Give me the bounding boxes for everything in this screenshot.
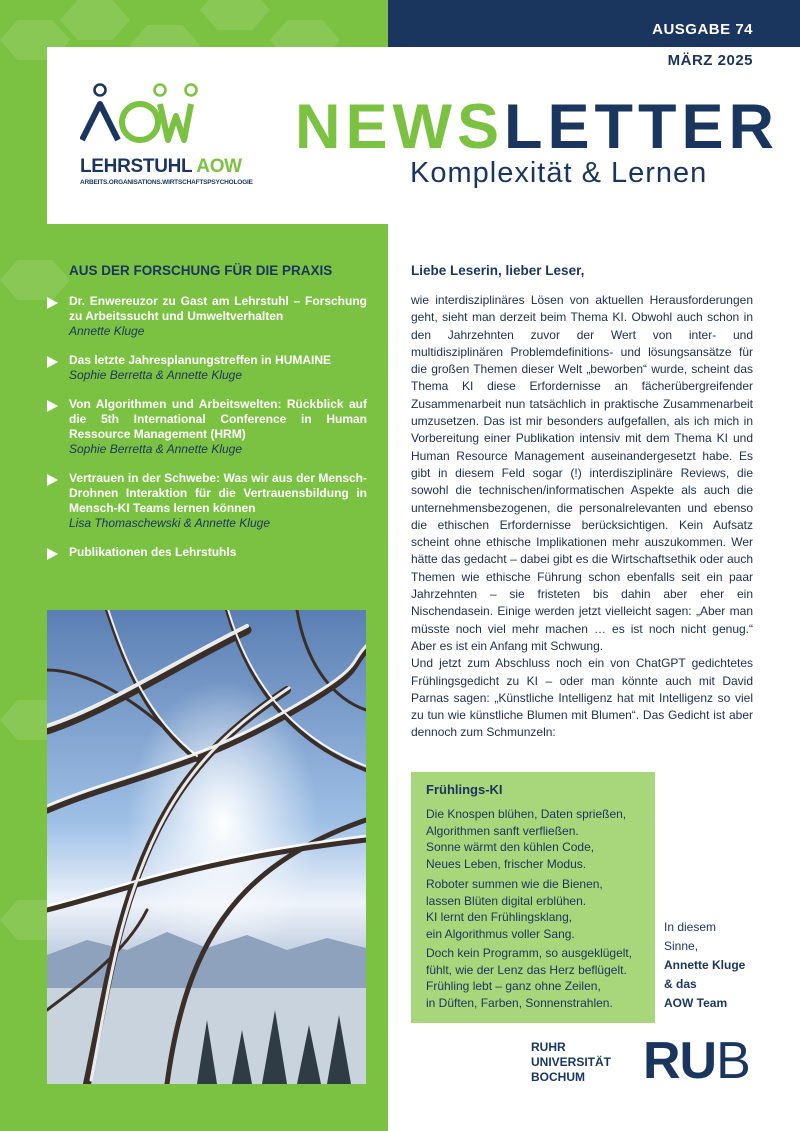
logo-title-main: LEHRSTUHL [80, 156, 197, 177]
arrow-right-icon [47, 297, 58, 309]
logo-title-accent: AOW [196, 156, 242, 177]
hexagon-decoration [200, 0, 270, 30]
university-name-line: RUHR [531, 1040, 566, 1054]
toc-item[interactable] [47, 545, 367, 560]
aow-logo [80, 82, 260, 192]
poem-line: Frühling lebt – ganz ohne Zeilen, [426, 979, 601, 993]
letter-paragraph: wie interdisziplinäres Lösen von aktuellen Herausforderungen geht, sieht man derzeit beim Thema KI. Obwohl auch schon in den Jahrzehnten zuvor der Wert von inter- und multidisziplinären Problemdefinitions- und lösungsansätze für die großen Themen dieser Welt „beworben“ wurde, scheint das Thema KI diese Erfordernisse an fächerübergreifender Zusammenarbeit nun tatsächlich in praktische Zusammenarbeit umzusetzen. Das ist mir besonders aufgefallen, als ich mich in Vorbereitung einer Publikation intensiv mit dem Thema KI und Human Resource Management auseinandergesetzt habe. Es gibt in diesem Feld sogar (!) interdisziplinäre Reviews, die sowohl die technischen/informatischen Aspekte als auch die unternehmensbezogenen, die personalrelevanten und ebenso die ethischen Erfordernisse berücksichtigen. Kein Aufsatz scheint ohne ethische Implikationen mehr auszukommen. Wer hätte das gedacht – dabei gibt es die Wirtschaftsethik oder auch Themen wie ethische Führung schon ebenfalls seit ein paar Jahrzehnten – sie fristeten bis dahin aber eher ein Nischendasein. Einige werden jetzt vielleicht sagen: „Aber man müsste noch viel mehr machen … es ist noch nicht genug.“ Aber es ist ein Anfang mit Schwung. [411, 293, 753, 653]
rub-logo [643, 1032, 750, 1090]
closing-line: & das [664, 977, 697, 991]
university-name [531, 1040, 611, 1085]
poem-line: fühlt, wie der Lenz das Herz beflügelt. [426, 962, 627, 977]
poem-stanza [426, 945, 654, 1011]
table-of-contents [47, 294, 367, 574]
arrow-right-icon [47, 548, 58, 560]
issue-date: MÄRZ 2025 [667, 52, 753, 69]
poem-line: KI lernt den Frühlingsklang, [426, 910, 573, 924]
toc-item[interactable] [47, 397, 367, 457]
poem-line: Algorithmen sanft verfließen. [426, 823, 579, 838]
aow-logo-mark [80, 82, 260, 160]
title-news: NEWS [295, 92, 504, 162]
arrow-right-icon [47, 400, 58, 412]
poem-line: Doch kein Programm, so ausgeklügelt, [426, 946, 633, 960]
poem-line: Roboter summen wie die Bienen, [426, 877, 603, 891]
hexagon-decoration [60, 0, 130, 40]
toc-item-title: Das letzte Jahresplanungstreffen in HUMAINE [69, 353, 332, 367]
arrow-right-icon [47, 356, 58, 368]
logo-subtitle: ARBEITS.ORGANISATIONS.WIRTSCHAFTSPSYCHOLOGIE [80, 179, 253, 186]
university-name-line: UNIVERSITÄT [531, 1055, 612, 1069]
toc-item-title: Von Algorithmen und Arbeitswelten: Rückblick auf die 5th International Conference in Human Ressource Management (HRM) [69, 397, 367, 441]
toc-item[interactable] [47, 294, 367, 339]
toc-item-title: Publikationen des Lehrstuhls [69, 545, 237, 559]
closing-line: In diesem [664, 920, 717, 934]
closing-signature [664, 918, 745, 1013]
toc-item-author: Annette Kluge [69, 324, 145, 338]
rub-logo-bold: RU [643, 1032, 717, 1090]
rub-logo-light: B [716, 1032, 750, 1090]
issue-number: AUSGABE 74 [652, 21, 753, 38]
toc-heading: AUS DER FORSCHUNG FÜR DIE PRAXIS [69, 263, 333, 278]
newsletter-subtitle: Komplexität & Lernen [410, 157, 708, 189]
closing-team: AOW Team [664, 996, 728, 1010]
poem-line: lassen Blüten digital erblühen. [426, 893, 587, 908]
arrow-right-icon [47, 474, 58, 486]
toc-item-author: Lisa Thomaschewski & Annette Kluge [69, 516, 270, 530]
toc-item-title: Vertrauen in der Schwebe: Was wir aus der Mensch-Drohnen Interaktion für die Vertrauensbildung in Mensch-KI Teams lernen können [69, 471, 367, 515]
poem-box [411, 772, 655, 1023]
closing-author: Annette Kluge [664, 958, 746, 972]
poem-line: Neues Leben, frischer Modus. [426, 856, 587, 871]
logo-title [80, 156, 242, 178]
newsletter-title [295, 92, 779, 162]
winter-tree-photo [47, 610, 366, 1084]
university-name-line: BOCHUM [531, 1070, 585, 1084]
toc-item[interactable] [47, 471, 367, 531]
poem-line: in Düften, Farben, Sonnenstrahlen. [426, 995, 613, 1010]
poem-stanza [426, 876, 654, 942]
toc-item-author: Sophie Berretta & Annette Kluge [69, 368, 243, 382]
letter-greeting: Liebe Leserin, lieber Leser, [411, 263, 585, 278]
letter-paragraph: Und jetzt zum Abschluss noch ein von ChatGPT gedichtetes Frühlingsgedicht zu KI – oder man könnte auch mit David Parnas sagen: „Künstliche Intelligenz hat mit Intelligenz so viel zu tun wie künstliche Blumen mit Blumen“. Das Gedicht ist aber dennoch zum Schmunzeln: [411, 656, 753, 740]
toc-item-title: Dr. Enwereuzor zu Gast am Lehrstuhl – Forschung zu Arbeitssucht und Umweltverhalten [69, 294, 367, 323]
poem-title: Frühlings-KI [426, 782, 503, 797]
closing-line: Sinne, [664, 939, 699, 953]
letter-body [411, 292, 753, 742]
toc-item[interactable] [47, 353, 367, 383]
poem-stanza [426, 806, 654, 872]
toc-item-author: Sophie Berretta & Annette Kluge [69, 442, 243, 456]
poem-line: Sonne wärmt den kühlen Code, [426, 840, 595, 854]
title-letter: LETTER [504, 92, 779, 162]
poem-line: Die Knospen blühen, Daten sprießen, [426, 807, 627, 821]
poem-line: ein Algorithmus voller Sang. [426, 926, 575, 941]
